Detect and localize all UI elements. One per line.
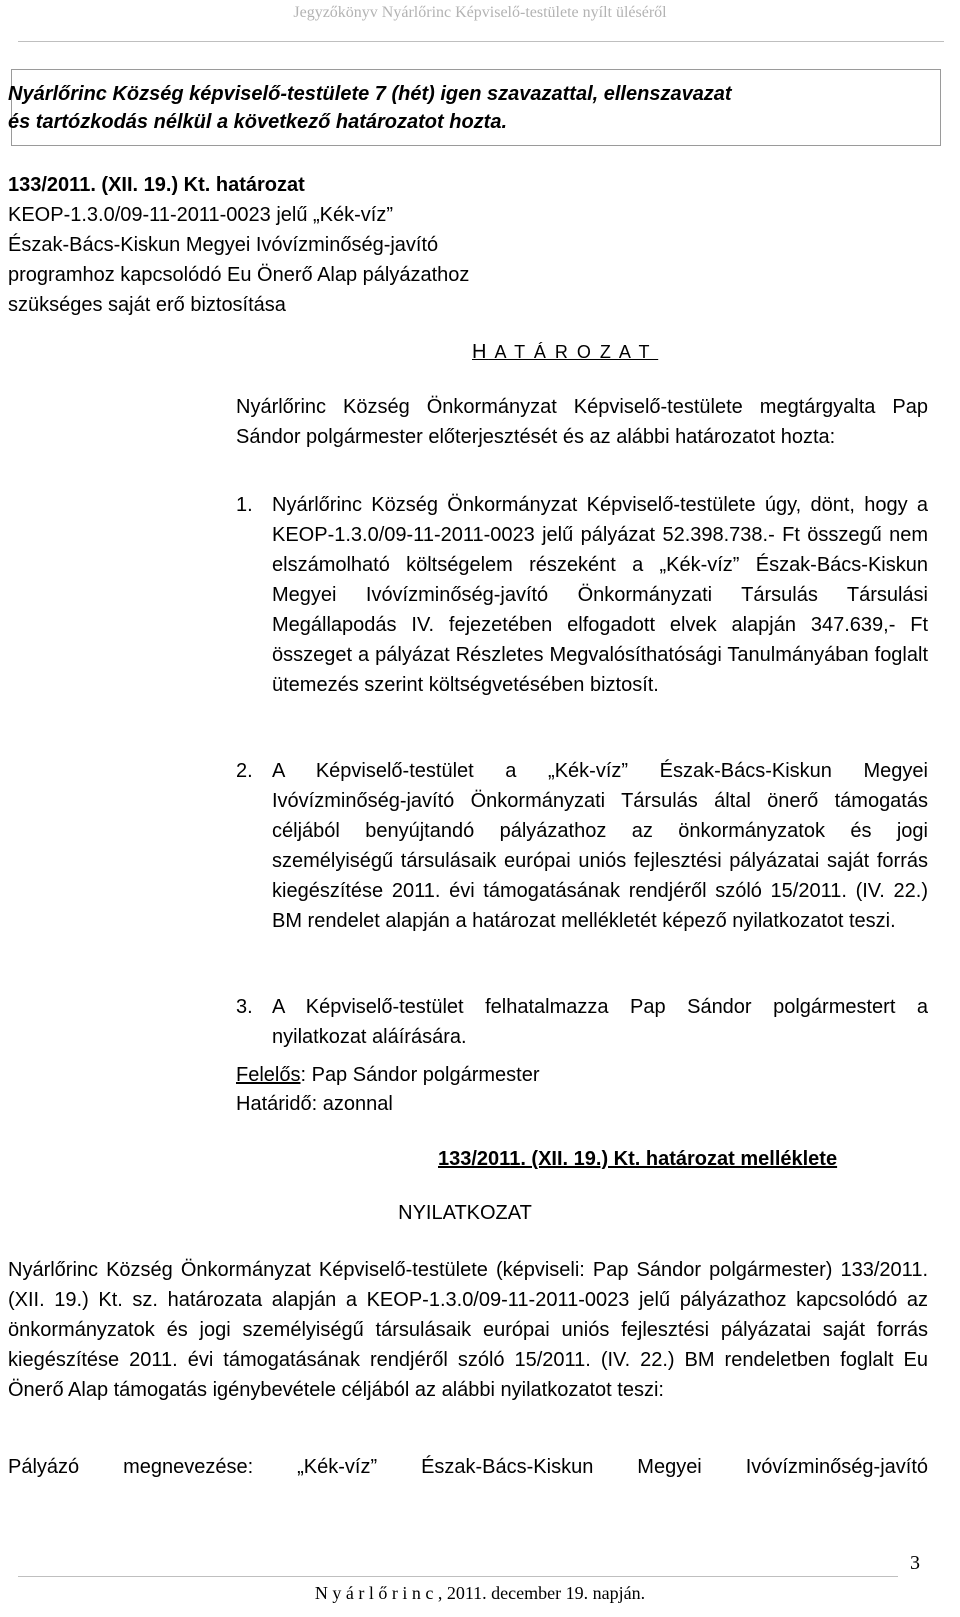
deadline-line: Határidő: azonnal bbox=[236, 1093, 393, 1115]
resolution-heading bbox=[472, 338, 658, 366]
declaration-body: Nyárlőrinc Község Önkormányzat Képviselő-testülete (képviseli: Pap Sándor polgármester) 133/2011. (XII. 19.) Kt. sz. határozata alapján a KEOP-1.3.0/09-11-2011-0023 jelű pályázathoz kapcsolódó az önkormányzatok és jogi személyiségű társulásaik európai uniós fejlesztési pályázatai saját forrás kiegészítése 2011. évi támogatásának rendjéről szóló 15/2011. (IV. 22.) BM rendeletben foglalt Eu Önerő Alap támogatás igénybevétele céljából az alábbi nyilatkozatot teszi: bbox=[8, 1259, 928, 1401]
page-number: 3 bbox=[910, 1552, 920, 1574]
vote-line-1: Nyárlőrinc Község képviselő-testülete 7 (hét) igen szavazattal, ellenszavazat bbox=[8, 83, 732, 105]
responsible-value: : Pap Sándor polgármester bbox=[300, 1064, 540, 1086]
declaration-title: NYILATKOZAT bbox=[398, 1202, 532, 1224]
resolution-number: 133/2011. (XII. 19.) Kt. határozat bbox=[8, 174, 305, 196]
item-text: A Képviselő-testület felhatalmazza Pap Sándor polgármestert a nyilatkozat aláírására. bbox=[272, 996, 928, 1048]
item-text: A Képviselő-testület a „Kék-víz” Észak-Bács-Kiskun Megyei Ivóvízminőség-javító Önkormányzati Társulás által önerő támogatás céljából benyújtandó pályázathoz az önkormányzatok és jogi személyiségű társulásaik európai uniós fejlesztési pályázatai saját forrás kiegészítése 2011. évi támogatásának rendjéről szóló 15/2011. (IV. 22.) BM rendelet alapján a határozat mellékletét képező nyilatkozatot teszi. bbox=[272, 760, 928, 932]
item-number: 2. bbox=[236, 760, 253, 782]
subject-line: KEOP-1.3.0/09-11-2011-0023 jelű „Kék-víz” bbox=[8, 204, 394, 226]
footer-divider bbox=[18, 1576, 898, 1577]
header-divider bbox=[18, 41, 944, 42]
responsible-label: Felelős bbox=[236, 1064, 301, 1086]
page-header-title: Jegyzőkönyv Nyárlőrinc Képviselő-testülete nyílt üléséről bbox=[293, 4, 667, 21]
heading-initial: H bbox=[472, 341, 489, 363]
item-text: Nyárlőrinc Község Önkormányzat Képviselő-testülete úgy, dönt, hogy a KEOP-1.3.0/09-11-2011-0023 jelű pályázat 52.398.738.- Ft összegű nem elszámolható költségelem részeként a „Kék-víz” Észak-Bács-Kiskun Megyei Ivóvízminőség-javító Önkormányzati Társulás Társulási Megállapodás IV. fejezetében elfogadott elvek alapján 347.639,- Ft összeget a pályázat Részletes Megvalósíthatósági Tanulmányában foglalt ütemezés szerint költségvetésében biztosít. bbox=[272, 494, 928, 696]
resolution-intro: Nyárlőrinc Község Önkormányzat Képviselő-testülete megtárgyalta Pap Sándor polgármester előterjesztését és az alábbi határozatot hozta: bbox=[236, 396, 928, 448]
resolution-subject bbox=[8, 200, 469, 320]
responsible-line bbox=[236, 1060, 540, 1090]
applicant-line: Pályázó megnevezése: „Kék-víz” Észak-Bács-Kiskun Megyei Ivóvízminőség-javító bbox=[8, 1456, 928, 1478]
annex-title: 133/2011. (XII. 19.) Kt. határozat melléklete bbox=[438, 1148, 838, 1170]
heading-rest: A T Á R O Z A T bbox=[488, 342, 659, 362]
vote-result-text bbox=[8, 80, 948, 136]
subject-line: szükséges saját erő biztosítása bbox=[8, 294, 286, 316]
vote-line-2: és tartózkodás nélkül a következő határozatot hozta. bbox=[8, 111, 508, 133]
subject-line: Észak-Bács-Kiskun Megyei Ivóvízminőség-javító bbox=[8, 234, 439, 256]
item-number: 3. bbox=[236, 996, 253, 1018]
item-number: 1. bbox=[236, 494, 253, 516]
subject-line: programhoz kapcsolódó Eu Önerő Alap pályázathoz bbox=[8, 264, 470, 286]
footer-text: N y á r l ő r i n c , 2011. december 19. napján. bbox=[314, 1583, 646, 1603]
